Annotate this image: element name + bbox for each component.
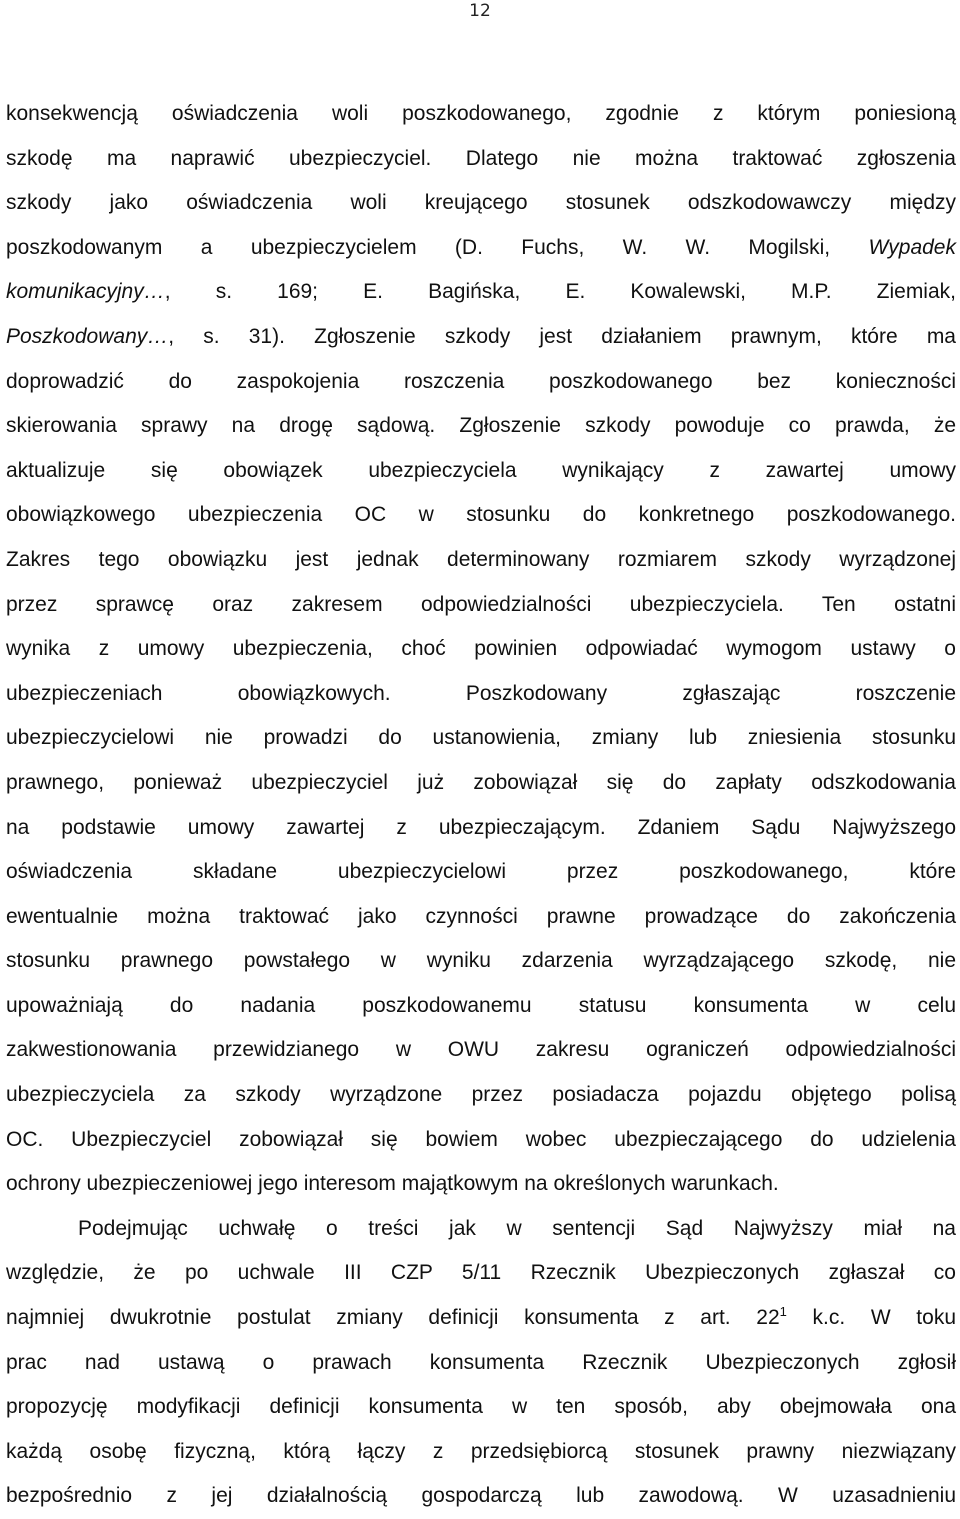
text-line: ochrony ubezpieczeniowej jego interesom majątkowym na określonych warunkach. [6,1172,779,1196]
text-line: szkodę ma naprawić ubezpieczyciel. Dlatego nie można traktować zgłoszenia [6,146,956,170]
italic-citation: Poszkodowany… [6,324,169,348]
text-span: najmniej dwukrotnie postulat zmiany definicji konsumenta z art. 22 [6,1306,780,1330]
text-span: k.c. W toku [786,1306,956,1330]
text-line [6,226,956,271]
superscript: 1 [779,1304,787,1320]
text-line [6,1296,956,1341]
text-line: przez sprawcę oraz zakresem odpowiedzialności ubezpieczyciela. Ten ostatni [6,592,956,616]
text-line: OC. Ubezpieczyciel zobowiązał się bowiem wobec ubezpieczającego do udzielenia [6,1127,956,1151]
text-span: , s. 169; E. Bagińska, E. Kowalewski, M.P. Ziemiak, [164,280,956,304]
text-line: na podstawie umowy zawartej z ubezpieczającym. Zdaniem Sądu Najwyższego [6,815,956,839]
text-line: propozycję modyfikacji definicji konsumenta w ten sposób, aby obejmowała ona [6,1395,956,1419]
text-line: stosunku prawnego powstałego w wyniku zdarzenia wyrządzającego szkodę, nie [6,949,956,973]
text-line: aktualizuje się obowiązek ubezpieczyciela wynikający z zawartej umowy [6,458,956,482]
document-body [6,92,956,1519]
text-line: oświadczenia składane ubezpieczycielowi przez poszkodowanego, które [6,860,956,884]
text-span: poszkodowanym a ubezpieczycielem (D. Fuchs, W. W. Mogilski, [6,235,869,259]
text-line: konsekwencją oświadczenia woli poszkodowanego, zgodnie z którym poniesioną [6,102,956,125]
italic-citation: komunikacyjny… [6,280,165,304]
text-line: bezpośrednio z jej działalnością gospodarczą lub zawodową. W uzasadnieniu [6,1484,956,1508]
text-span: , s. 31). Zgłoszenie szkody jest działaniem prawnym, które ma [168,324,956,348]
text-line: upoważniają do nadania poszkodowanemu statusu konsumenta w celu [6,993,956,1017]
text-line: ewentualnie można traktować jako czynności prawne prowadzące do zakończenia [6,904,956,928]
italic-citation: Wypadek [868,235,956,259]
text-line: obowiązkowego ubezpieczenia OC w stosunku do konkretnego poszkodowanego. [6,503,956,527]
page-number: 12 [469,1,491,21]
paragraph-1 [6,92,956,1207]
text-line: ubezpieczyciela za szkody wyrządzone przez posiadacza pojazdu objętego polisą [6,1083,956,1107]
text-line: skierowania sprawy na drogę sądową. Zgłoszenie szkody powoduje co prawda, że [6,414,956,438]
text-line: Zakres tego obowiązku jest jednak determinowany rozmiarem szkody wyrządzonej [6,547,956,571]
text-line: prac nad ustawą o prawach konsumenta Rzecznik Ubezpieczonych zgłosił [6,1350,956,1374]
text-line: ubezpieczycielowi nie prowadzi do ustanowienia, zmiany lub zniesienia stosunku [6,726,956,750]
text-line: prawnego, ponieważ ubezpieczyciel już zobowiązał się do zapłaty odszkodowania [6,770,956,794]
text-line: wynika z umowy ubezpieczenia, choć powinien odpowiadać wymogom ustawy o [6,637,956,661]
text-line: Podejmując uchwałę o treści jak w sentencji Sąd Najwyższy miał na [78,1216,956,1240]
text-line: ubezpieczeniach obowiązkowych. Poszkodowany zgłaszając roszczenie [6,681,956,705]
text-line: szkody jako oświadczenia woli kreującego stosunek odszkodowawczy między [6,191,956,215]
text-line [6,270,956,315]
text-line: zakwestionowania przewidzianego w OWU zakresu ograniczeń odpowiedzialności [6,1038,956,1062]
paragraph-2 [6,1207,956,1519]
text-line: względzie, że po uchwale III CZP 5/11 Rzecznik Ubezpieczonych zgłaszał co [6,1261,956,1285]
text-line: doprowadzić do zaspokojenia roszczenia poszkodowanego bez konieczności [6,369,956,393]
text-line: każdą osobę fizyczną, którą łączy z przedsiębiorcą stosunek prawny niezwiązany [6,1439,956,1463]
text-line [6,315,956,360]
